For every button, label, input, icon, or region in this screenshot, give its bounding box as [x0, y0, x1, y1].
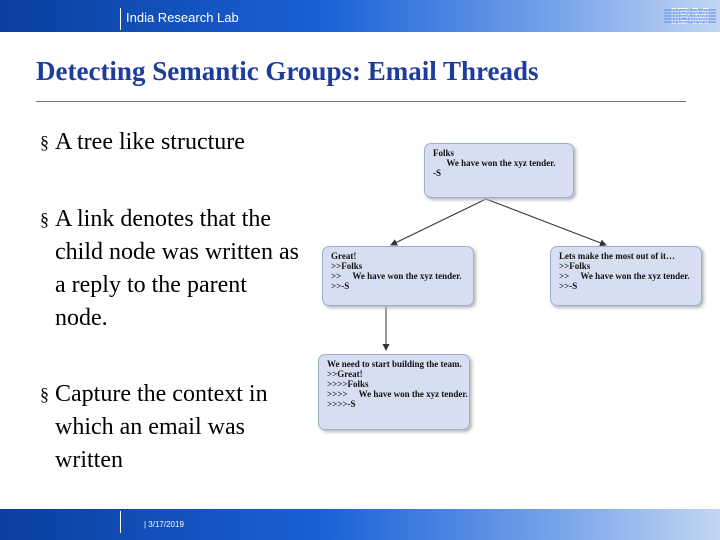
email-line: >>>>-S [327, 399, 356, 409]
email-line: Great! [331, 251, 357, 261]
bullet-text: A tree like structure [55, 129, 245, 155]
bullet-text: A link denotes that the child node was written as a reply to the parent node. [55, 206, 299, 331]
ibm-logo-text: IBM [670, 5, 710, 26]
email-line: >> We have won the xyz tender. [331, 271, 462, 281]
bullet-marker: § [40, 384, 49, 404]
link-root-to-left [391, 199, 486, 245]
footer-bar [0, 509, 720, 540]
email-line: We need to start building the team. [327, 359, 462, 369]
email-line: >>-S [331, 281, 350, 291]
link-root-to-right [486, 199, 606, 245]
bullet-marker: § [40, 209, 49, 229]
footer-date: | 3/17/2019 [144, 520, 184, 529]
email-line: >>Great! [327, 369, 363, 379]
email-node-reply-team [318, 354, 470, 430]
email-node-reply-great [322, 246, 474, 306]
bullet-text: Capture the context in which an email was written [55, 381, 268, 473]
email-line: Folks [433, 148, 455, 158]
email-line: >>Folks [559, 261, 591, 271]
email-line: >>>>Folks [327, 379, 369, 389]
email-line: Lets make the most out of it… [559, 251, 675, 261]
slide-title: Detecting Semantic Groups: Email Threads [36, 56, 539, 86]
bullet-marker: § [40, 132, 49, 152]
email-node-root [424, 143, 574, 198]
email-line: -S [433, 168, 442, 178]
footer-divider [120, 511, 121, 533]
lab-name: India Research Lab [126, 10, 239, 25]
email-node-reply-most-out [550, 246, 702, 306]
email-line: >>-S [559, 281, 578, 291]
email-line: >> We have won the xyz tender. [559, 271, 690, 281]
email-line: We have won the xyz tender. [433, 158, 556, 168]
email-line: >>>> We have won the xyz tender. [327, 389, 468, 399]
email-line: >>Folks [331, 261, 363, 271]
